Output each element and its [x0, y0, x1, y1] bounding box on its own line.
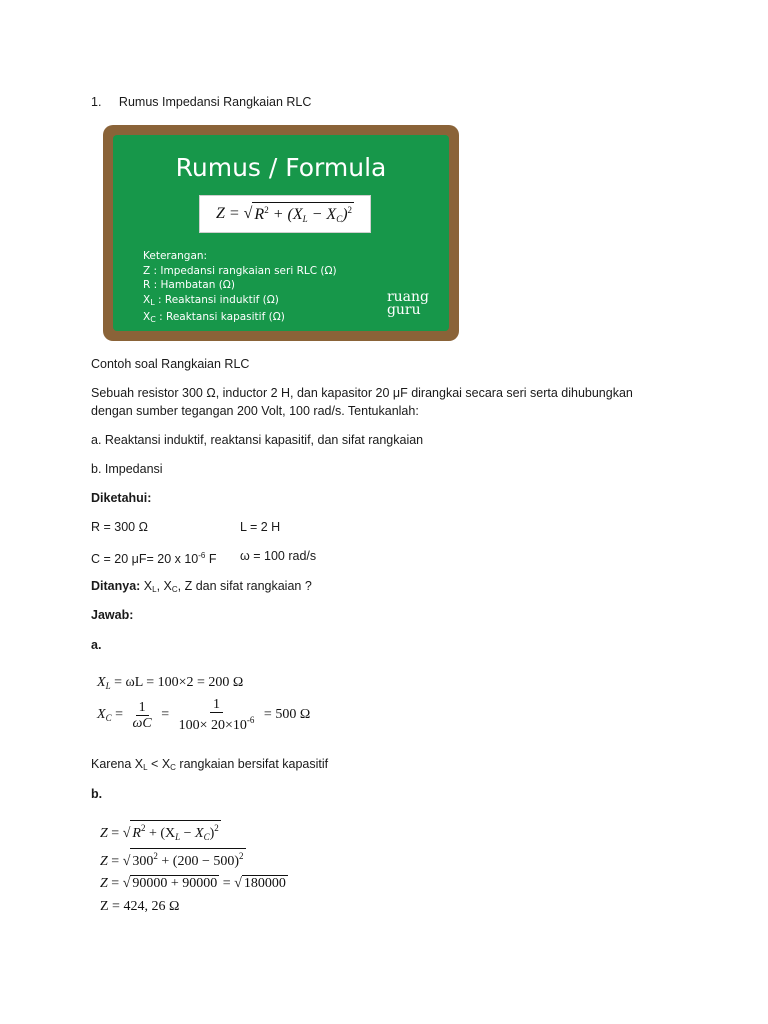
section-heading [91, 94, 311, 110]
section-number: 1. [91, 95, 102, 109]
z-line-2: Z = √ $300^2 + (200 - 500)^2$ [100, 848, 246, 870]
note-r: R : Hambatan (Ω) [143, 279, 235, 291]
part-a-label: a. [91, 638, 102, 652]
ruangguru-logo: ruang guru [386, 289, 429, 318]
notes-title: Keterangan: [143, 250, 208, 262]
chalkboard-surface [113, 135, 449, 331]
board-formula: Z = √ $R^2 + (XL - XC)^2$ [199, 195, 371, 233]
known-c: C = 20 μF= 20 x $10^{-6}$ F [91, 551, 217, 566]
board-title: Rumus / Formula [175, 153, 387, 182]
z-line-1: Z = √ $R^2 + (X_L - X_C)^2$ [100, 820, 221, 845]
note-xl: $X_L$ : Reaktansi induktif (Ω) [143, 293, 279, 307]
question-b: b. Impedansi [91, 462, 163, 476]
known-omega: ω = 100 rad/s [240, 549, 317, 563]
known-r: R = 300 Ω [91, 520, 148, 534]
answer-label: Jawab: [91, 608, 134, 622]
xl-equation: $X_L = \omega L = 100\times 2 = 200$ Ω [97, 675, 244, 691]
example-title: Contoh soal Rangkaian RLC [91, 357, 250, 371]
section-title: Rumus Impedansi Rangkaian RLC [118, 95, 312, 109]
xc-equation: $X_C$ = $\frac{1}{\omega C}$ = $\frac{1}{100\times 20\times 10^{-6}}$ = 500 Ω [97, 697, 311, 733]
z-line-4: Z = 424, 26 Ω [100, 899, 180, 914]
board-notes [143, 249, 337, 328]
formula-chalkboard [103, 125, 459, 341]
question-a: a. Reaktansi induktif, reaktansi kapasitif, dan sifat rangkaian [91, 433, 424, 447]
note-z: Z : Impedansi rangkaian seri RLC (Ω) [143, 264, 337, 277]
part-b-label: b. [91, 787, 103, 801]
note-xc: $X_C$ : Reaktansi kapasitif (Ω) [143, 311, 285, 324]
problem-statement: Sebuah resistor 300 Ω, inductor 2 H, dan kapasitor 20 μF dirangkai secara seri serta dihubungkan dengan sumber tegangan 200 Volt, 100 rad/s. Tentukanlah: [91, 386, 633, 418]
known-l: L = 2 H [240, 520, 281, 534]
asked: Ditanya: $X_L$, $X_C$, Z dan sifat rangkaian ? [91, 579, 312, 594]
known-label: Diketahui: [91, 491, 152, 505]
conclusion: Karena $X_L < X_C$ rangkaian bersifat kapasitif [91, 757, 329, 772]
z-line-3: Z = √ 90000 + 90000 = √ 180000 [100, 876, 286, 891]
